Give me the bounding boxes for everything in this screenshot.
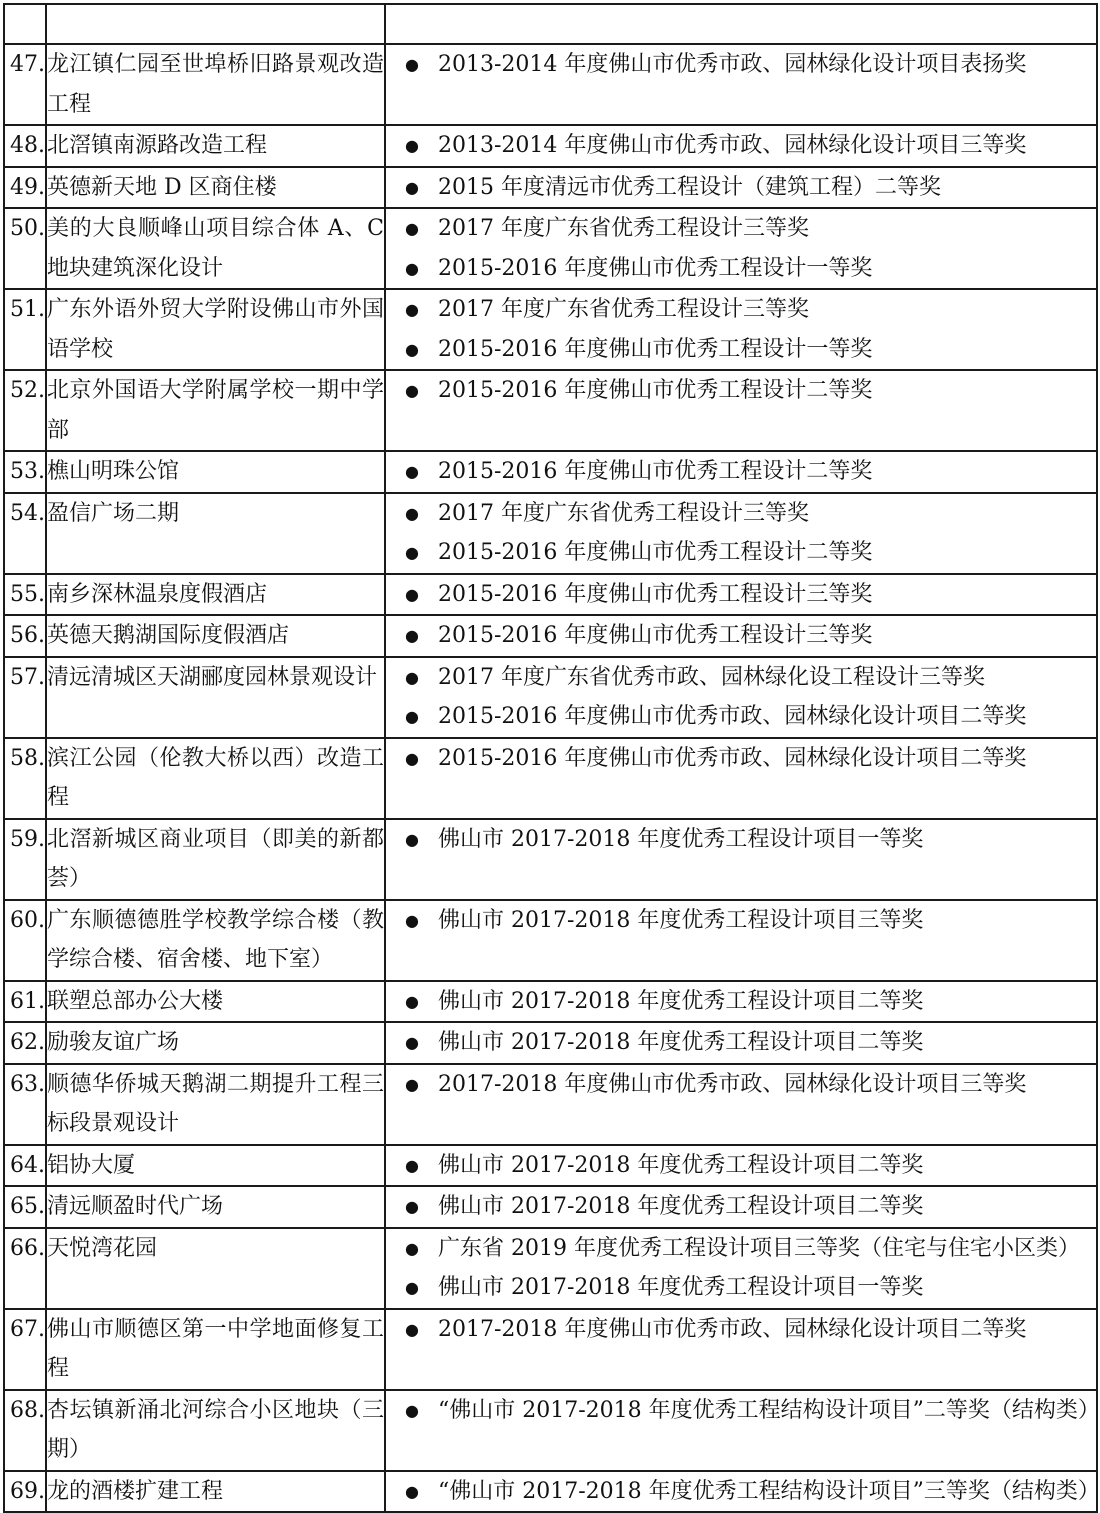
award-text: “佛山市 2017-2018 年度优秀工程结构设计项目”二等奖（结构类） [438, 1397, 1100, 1423]
bullet-icon: ● [405, 258, 419, 278]
award-text: 佛山市 2017-2018 年度优秀工程设计项目一等奖 [438, 826, 924, 852]
award-list [385, 1186, 1097, 1228]
award-text: 2015-2016 年度佛山市优秀工程设计二等奖 [438, 378, 873, 403]
award-item [386, 1187, 1096, 1227]
award-text: 广东省 2019 年度优秀工程设计项目三等奖（住宅与住宅小区类） [438, 1235, 1080, 1261]
award-item [386, 494, 1096, 534]
bullet-icon: ● [405, 829, 419, 849]
table-row [4, 167, 1097, 209]
table-row [4, 208, 1097, 289]
bullet-icon: ● [405, 626, 419, 645]
bullet-icon: ● [405, 381, 419, 400]
bullet-icon: ● [405, 1074, 419, 1094]
table-row [4, 125, 1097, 167]
award-item [386, 249, 1096, 289]
bullet-icon: ● [405, 339, 419, 359]
award-list [385, 167, 1097, 209]
row-number: 49. [4, 167, 46, 209]
header-cell-num [4, 4, 46, 44]
row-number: 58. [4, 738, 46, 819]
bullet-icon: ● [405, 55, 419, 74]
project-name: 铝协大厦 [46, 1145, 385, 1187]
header-cell-award [385, 4, 1097, 44]
row-number: 64. [4, 1145, 46, 1187]
project-name: 龙江镇仁园至世埠桥旧路景观改造工程 [46, 44, 385, 125]
table-row [4, 493, 1097, 574]
table-row [4, 1145, 1097, 1187]
bullet-icon: ● [405, 503, 419, 523]
award-text: 2013-2014 年度佛山市优秀市政、园林绿化设计项目三等奖 [438, 133, 1027, 158]
bullet-icon: ● [405, 1238, 419, 1258]
row-number: 62. [4, 1022, 46, 1064]
award-list [385, 981, 1097, 1023]
award-item [386, 1391, 1100, 1431]
table-row [4, 900, 1097, 981]
award-item [386, 739, 1096, 779]
project-name: 广东外语外贸大学附设佛山市外国语学校 [46, 289, 385, 370]
row-number: 54. [4, 493, 46, 574]
award-text: 佛山市 2017-2018 年度优秀工程设计项目一等奖 [438, 1275, 924, 1300]
project-name: 联塑总部办公大楼 [46, 981, 385, 1023]
project-name: 英德新天地 D 区商住楼 [46, 167, 385, 209]
bullet-icon: ● [405, 462, 419, 481]
award-item [386, 901, 1096, 941]
award-item [386, 575, 1096, 615]
award-item [386, 45, 1096, 85]
bullet-icon: ● [405, 1400, 419, 1420]
award-text: 2017 年度广东省优秀工程设计三等奖 [438, 500, 809, 526]
bullet-icon: ● [405, 1481, 419, 1501]
row-number: 68. [4, 1390, 46, 1471]
bullet-icon: ● [405, 707, 419, 726]
award-list [385, 370, 1097, 451]
award-text: 2015 年度清远市优秀工程设计（建筑工程）二等奖 [438, 174, 941, 200]
table-row [4, 451, 1097, 493]
award-list [385, 208, 1097, 289]
project-name: 励骏友谊广场 [46, 1022, 385, 1064]
project-name: 杏坛镇新涌北河综合小区地块（三期） [46, 1390, 385, 1471]
bullet-icon: ● [405, 991, 419, 1011]
project-name: 广东顺德德胜学校教学综合楼（教学综合楼、宿舍楼、地下室） [46, 900, 385, 981]
award-list [385, 574, 1097, 616]
award-text: 2017-2018 年度佛山市优秀市政、园林绿化设计项目二等奖 [438, 1316, 1027, 1342]
award-text: 2015-2016 年度佛山市优秀工程设计二等奖 [438, 459, 873, 484]
table-header-row [4, 4, 1097, 44]
project-name: 清远顺盈时代广场 [46, 1186, 385, 1228]
award-list [385, 1064, 1097, 1145]
bullet-icon: ● [405, 543, 419, 562]
row-number: 66. [4, 1228, 46, 1309]
award-text: 2013-2014 年度佛山市优秀市政、园林绿化设计项目表扬奖 [438, 52, 1027, 77]
award-list [385, 1390, 1100, 1471]
bullet-icon: ● [405, 1155, 419, 1175]
award-item [386, 371, 1096, 411]
awards-table-body [4, 4, 1100, 1512]
row-number: 67. [4, 1309, 46, 1390]
award-list [385, 44, 1097, 125]
row-number: 55. [4, 574, 46, 616]
row-number: 60. [4, 900, 46, 981]
project-name: 顺德华侨城天鹅湖二期提升工程三标段景观设计 [46, 1064, 385, 1145]
award-text: 2015-2016 年度佛山市优秀市政、园林绿化设计项目二等奖 [438, 745, 1027, 771]
project-name: 佛山市顺德区第一中学地面修复工程 [46, 1309, 385, 1390]
award-text: 2015-2016 年度佛山市优秀工程设计三等奖 [438, 623, 873, 648]
table-row [4, 1022, 1097, 1064]
award-list [385, 615, 1097, 657]
award-list [385, 1228, 1097, 1309]
table-row [4, 981, 1097, 1023]
row-number: 59. [4, 819, 46, 900]
project-name: 清远清城区天湖郦度园林景观设计 [46, 657, 385, 738]
project-name: 北京外国语大学附属学校一期中学部 [46, 370, 385, 451]
award-list [385, 819, 1097, 900]
award-text: 2017-2018 年度佛山市优秀市政、园林绿化设计项目三等奖 [438, 1071, 1027, 1097]
award-item [386, 290, 1096, 330]
table-row [4, 1390, 1097, 1471]
award-item [386, 982, 1096, 1022]
table-row [4, 819, 1097, 900]
award-item [386, 1229, 1096, 1269]
award-item [386, 126, 1096, 166]
row-number: 56. [4, 615, 46, 657]
award-list [385, 1471, 1100, 1513]
award-text: 佛山市 2017-2018 年度优秀工程设计项目三等奖 [438, 907, 924, 933]
award-list [385, 493, 1097, 574]
project-name: 樵山明珠公馆 [46, 451, 385, 493]
table-row [4, 370, 1097, 451]
bullet-icon: ● [405, 1319, 419, 1339]
project-name: 南乡深林温泉度假酒店 [46, 574, 385, 616]
table-row [4, 1471, 1097, 1513]
award-item [386, 209, 1096, 249]
award-item [386, 1268, 1096, 1308]
row-number: 65. [4, 1186, 46, 1228]
award-text: 2017 年度广东省优秀市政、园林绿化设工程设计三等奖 [438, 664, 985, 690]
bullet-icon: ● [405, 177, 419, 197]
bullet-icon: ● [405, 136, 419, 155]
award-list [385, 1309, 1097, 1390]
table-row [4, 1064, 1097, 1145]
award-text: 2017 年度广东省优秀工程设计三等奖 [438, 216, 809, 241]
table-row [4, 1228, 1097, 1309]
header-cell-name [46, 4, 385, 44]
award-text: 2015-2016 年度佛山市优秀市政、园林绿化设计项目二等奖 [438, 704, 1027, 729]
row-number: 47. [4, 44, 46, 125]
project-name: 北滘镇南源路改造工程 [46, 125, 385, 167]
table-row [4, 289, 1097, 370]
award-text: “佛山市 2017-2018 年度优秀工程结构设计项目”三等奖（结构类） [438, 1478, 1100, 1504]
project-name: 美的大良顺峰山项目综合体 A、C 地块建筑深化设计 [46, 208, 385, 289]
award-list [385, 900, 1097, 981]
bullet-icon: ● [405, 219, 419, 238]
row-number: 48. [4, 125, 46, 167]
bullet-icon: ● [405, 1278, 419, 1297]
row-number: 57. [4, 657, 46, 738]
project-name: 天悦湾花园 [46, 1228, 385, 1309]
project-name: 北滘新城区商业项目（即美的新都荟） [46, 819, 385, 900]
award-item [386, 1146, 1096, 1186]
bullet-icon: ● [405, 748, 419, 768]
award-list [385, 738, 1097, 819]
award-list [385, 1145, 1097, 1187]
award-text: 2015-2016 年度佛山市优秀工程设计一等奖 [438, 336, 873, 362]
table-row [4, 615, 1097, 657]
award-text: 佛山市 2017-2018 年度优秀工程设计项目二等奖 [438, 1030, 924, 1055]
bullet-icon: ● [405, 910, 419, 930]
award-list [385, 1022, 1097, 1064]
bullet-icon: ● [405, 584, 419, 604]
table-row [4, 1309, 1097, 1390]
table-row [4, 574, 1097, 616]
award-item [386, 1065, 1096, 1105]
award-item [386, 1310, 1096, 1350]
award-list [385, 125, 1097, 167]
award-text: 佛山市 2017-2018 年度优秀工程设计项目二等奖 [438, 1194, 924, 1219]
award-item [386, 658, 1096, 698]
row-number: 52. [4, 370, 46, 451]
project-name: 盈信广场二期 [46, 493, 385, 574]
award-item [386, 1472, 1100, 1512]
awards-table [3, 3, 1098, 1513]
bullet-icon: ● [405, 667, 419, 687]
bullet-icon: ● [405, 1033, 419, 1052]
award-text: 2015-2016 年度佛山市优秀工程设计三等奖 [438, 581, 873, 607]
award-text: 佛山市 2017-2018 年度优秀工程设计项目二等奖 [438, 988, 924, 1014]
award-item [386, 1023, 1096, 1063]
award-text: 2015-2016 年度佛山市优秀工程设计二等奖 [438, 540, 873, 565]
row-number: 69. [4, 1471, 46, 1513]
row-number: 61. [4, 981, 46, 1023]
bullet-icon: ● [405, 1197, 419, 1216]
award-list [385, 657, 1097, 738]
award-item [386, 452, 1096, 492]
table-row [4, 657, 1097, 738]
table-row [4, 738, 1097, 819]
bullet-icon: ● [405, 300, 419, 319]
award-item [386, 616, 1096, 656]
award-text: 佛山市 2017-2018 年度优秀工程设计项目二等奖 [438, 1152, 924, 1178]
award-item [386, 330, 1096, 370]
award-item [386, 533, 1096, 573]
award-item [386, 820, 1096, 860]
row-number: 50. [4, 208, 46, 289]
row-number: 53. [4, 451, 46, 493]
award-text: 2015-2016 年度佛山市优秀工程设计一等奖 [438, 255, 873, 281]
award-text: 2017 年度广东省优秀工程设计三等奖 [438, 297, 809, 322]
row-number: 63. [4, 1064, 46, 1145]
table-row [4, 1186, 1097, 1228]
project-name: 龙的酒楼扩建工程 [46, 1471, 385, 1513]
award-item [386, 168, 1096, 208]
row-number: 51. [4, 289, 46, 370]
award-item [386, 697, 1096, 737]
project-name: 英德天鹅湖国际度假酒店 [46, 615, 385, 657]
award-list [385, 289, 1097, 370]
award-list [385, 451, 1097, 493]
table-row [4, 44, 1097, 125]
project-name: 滨江公园（伦教大桥以西）改造工程 [46, 738, 385, 819]
